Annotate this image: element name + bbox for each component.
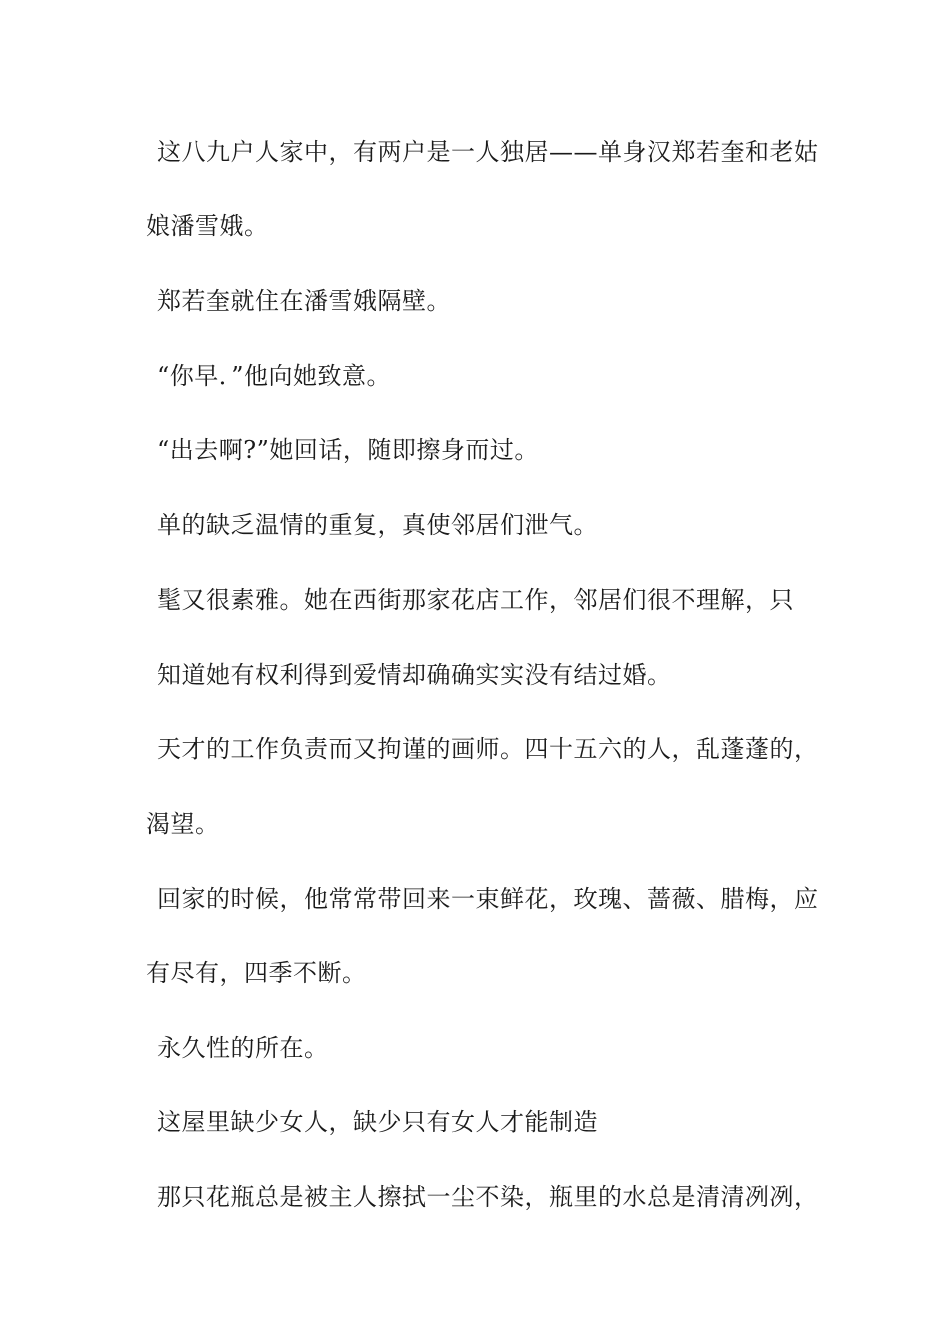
text-line: 郑若奎就住在潘雪娥隔壁。: [157, 287, 451, 315]
text-line: 知道她有权利得到爱情却确确实实没有结过婚。: [157, 661, 672, 689]
text-line: 天才的工作负责而又拘谨的画师。四十五六的人，乱蓬蓬的，: [157, 735, 819, 763]
text-line: 渴望。: [146, 810, 220, 838]
text-line: 那只花瓶总是被主人擦拭一尘不染，瓶里的水总是清清冽冽，: [157, 1183, 819, 1211]
text-line: “出去啊?”她回话，随即擦身而过。: [157, 436, 539, 464]
text-line: 有尽有，四季不断。: [146, 959, 367, 987]
text-line: 这八九户人家中，有两户是一人独居——单身汉郑若奎和老姑: [157, 138, 819, 166]
text-line: 这屋里缺少女人，缺少只有女人才能制造: [157, 1108, 598, 1136]
text-line: 永久性的所在。: [157, 1034, 329, 1062]
text-line: 娘潘雪娥。: [146, 212, 269, 240]
text-line: “你早．”他向她致意。: [157, 362, 392, 390]
text-line: 髦又很素雅。她在西街那家花店工作，邻居们很不理解，只: [157, 586, 794, 614]
text-line: 单的缺乏温情的重复，真使邻居们泄气。: [157, 511, 598, 539]
text-line: 回家的时候，他常常带回来一束鲜花，玫瑰、蔷薇、腊梅，应: [157, 885, 819, 913]
